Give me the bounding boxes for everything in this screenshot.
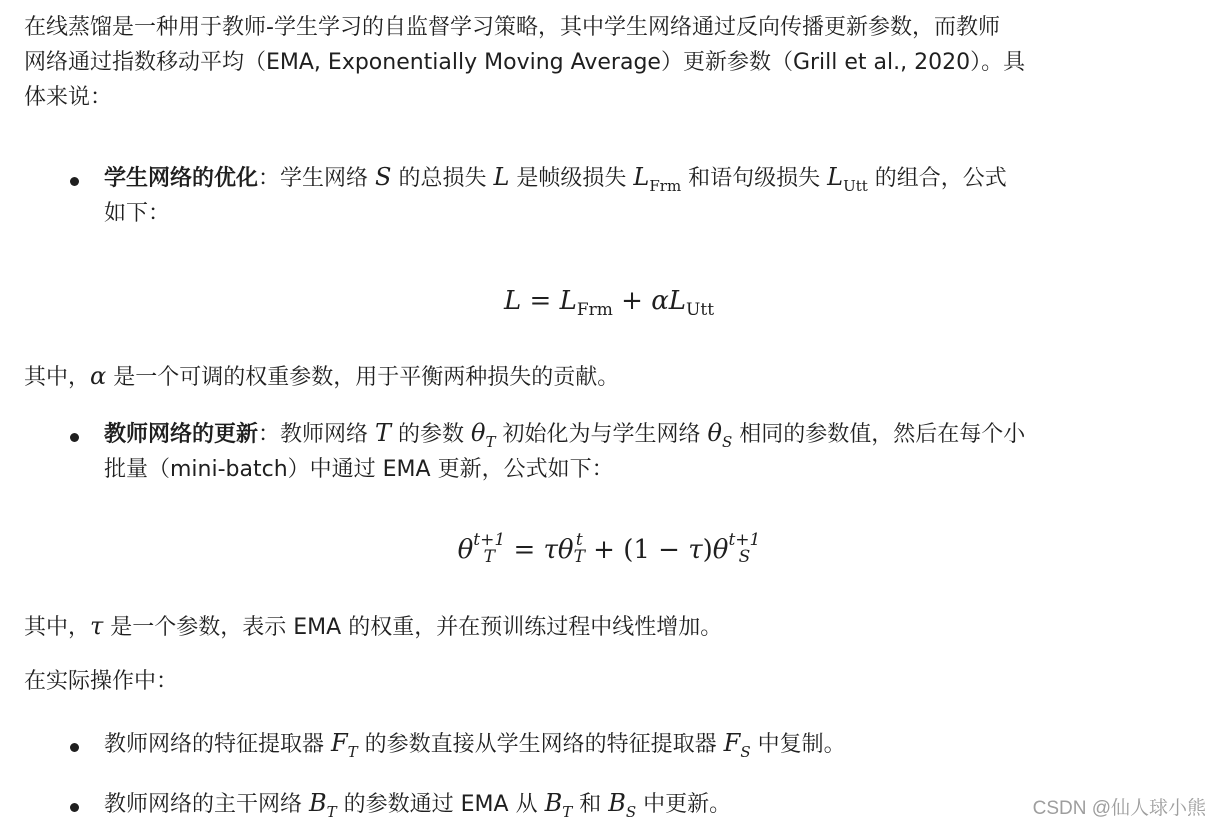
math-T: T (375, 419, 392, 447)
text: 教师网络的主干网络 (104, 792, 309, 817)
separator: ： (258, 422, 281, 447)
intro-line-3: 体来说： (24, 85, 113, 111)
text: 批量（mini-batch）中通过 EMA 更新，公式如下： (104, 457, 614, 483)
text: 如下： (104, 201, 171, 227)
math-B-T: $B_T$ (309, 789, 337, 821)
text: 学生网络 (280, 166, 376, 191)
math-F-S: $F_S$ (723, 729, 751, 761)
bullet-dot (70, 433, 79, 442)
watermark: CSDN @仙人球小熊 (1032, 797, 1206, 819)
bullet-dot (70, 803, 79, 812)
math-alpha: α (90, 362, 107, 390)
math-L: L (493, 163, 510, 191)
intro-line-1: 在线蒸馏是一种用于教师-学生学习的自监督学习策略，其中学生网络通过反向传播更新参数，而教师 (24, 15, 1000, 40)
math-L-Utt: $L_{Utt}$ (827, 163, 868, 195)
math-S: S (375, 163, 392, 191)
text: 的参数 (391, 422, 472, 447)
math-L-Frm: $L_{Frm}$ (633, 163, 682, 195)
text: 中复制。 (750, 732, 846, 757)
math-theta-T: $\theta_T$ (471, 419, 496, 451)
supsub: t+1 S (728, 530, 761, 567)
text: 的总损失 (391, 166, 494, 191)
text: 相同的参数值，然后在每个小 (732, 422, 1026, 447)
bullet-teacher-update (104, 414, 1200, 488)
math-B-T: $B_T$ (544, 789, 573, 821)
text: 和 (572, 792, 609, 817)
math-F-T: $F_T$ (331, 729, 358, 761)
bullet-student-optimization (104, 158, 1200, 232)
alpha-note (24, 357, 1200, 395)
text: 的组合，公式 (867, 166, 1007, 191)
intro-paragraph (24, 10, 1200, 116)
intro-line-2: 网络通过指数移动平均（EMA, Exponentially Moving Average）更新参数（Grill et al., 2020）。具 (24, 50, 1026, 76)
text: 是一个参数，表示 EMA 的权重，并在预训练过程中线性增加。 (103, 615, 723, 640)
text: 其中， (24, 365, 91, 390)
bullet-title: 学生网络的优化 (104, 166, 259, 191)
text: 中更新。 (636, 792, 732, 817)
text: 教师网络的特征提取器 (104, 732, 331, 757)
text: 的参数直接从学生网络的特征提取器 (357, 732, 724, 757)
formula-total-loss: $L = L_{Frm} + \alpha L_{Utt}$ (503, 286, 715, 321)
text: 和语句级损失 (681, 166, 828, 191)
text: 是帧级损失 (509, 166, 634, 191)
tau-note (24, 607, 1200, 645)
practice-heading: 在实际操作中： (24, 669, 179, 694)
bullet-dot (70, 177, 79, 186)
bullet-dot (70, 743, 79, 752)
text: 是一个可调的权重参数，用于平衡两种损失的贡献。 (106, 365, 620, 390)
bullet-title: 教师网络的更新 (104, 422, 259, 447)
text: 初始化为与学生网络 (495, 422, 708, 447)
text: 教师网络 (280, 422, 376, 447)
formula-ema-update: θ t+1 T = τθ t T + (1 − τ)θ t+1 S (457, 530, 761, 567)
math-theta-S: $\theta_S$ (707, 419, 733, 451)
supsub: t T (573, 530, 585, 567)
separator: ： (258, 166, 281, 191)
practice-item-1 (104, 724, 1200, 762)
math-tau: τ (90, 612, 104, 640)
math-B-S: $B_S$ (608, 789, 637, 821)
text: 其中， (24, 615, 91, 640)
supsub: t+1 T (473, 530, 506, 567)
text: 的参数通过 EMA 从 (336, 792, 545, 817)
